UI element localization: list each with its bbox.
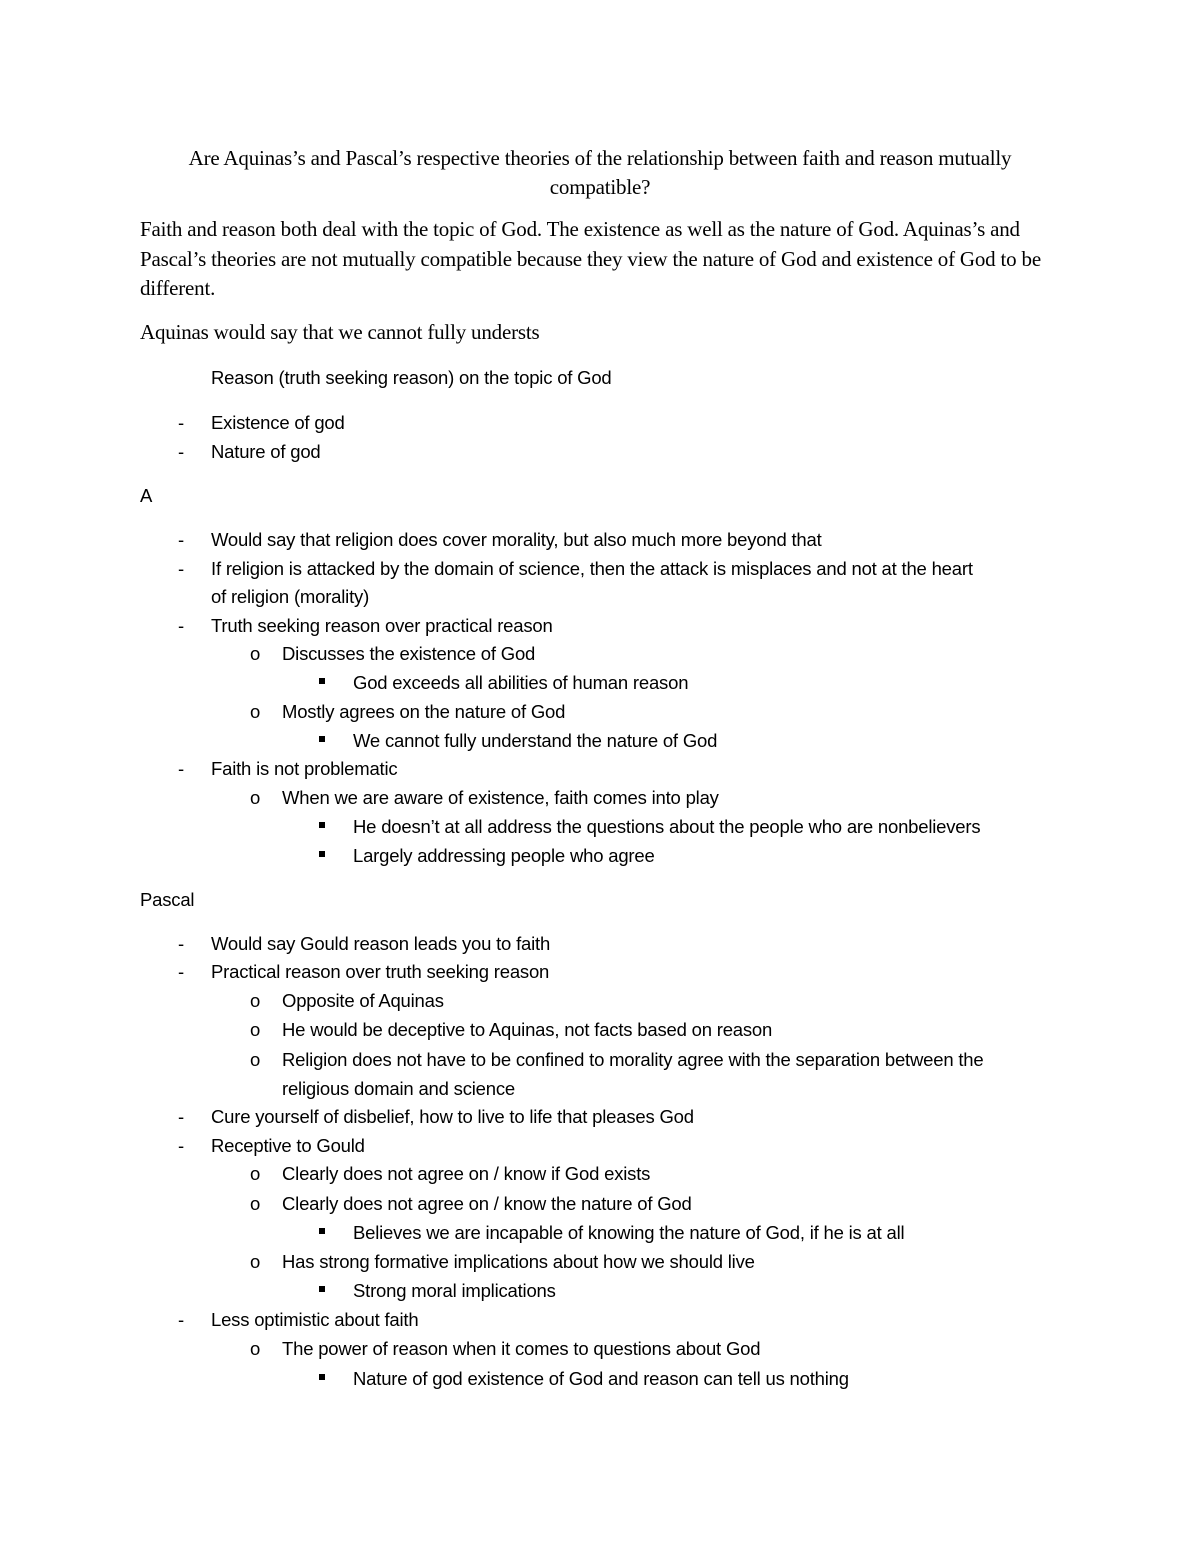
circle-bullet: o bbox=[250, 1163, 261, 1184]
sub-list-item: Mostly agrees on the nature of God bbox=[282, 701, 566, 722]
list-item: If religion is attacked by the domain of science, then the attack is misplaces and not at the heart bbox=[211, 558, 973, 579]
sub-sub-list-item: He doesn’t at all address the questions about the people who are nonbelievers bbox=[353, 816, 981, 837]
list-item: Cure yourself of disbelief, how to live to life that pleases God bbox=[211, 1106, 694, 1127]
sub-list-item: The power of reason when it comes to questions about God bbox=[282, 1338, 761, 1359]
dash-bullet: - bbox=[178, 558, 184, 579]
sub-sub-list-item: Nature of god existence of God and reason can tell us nothing bbox=[353, 1368, 849, 1389]
square-bullet bbox=[319, 736, 325, 742]
reason-heading: Reason (truth seeking reason) on the topic of God bbox=[211, 367, 612, 388]
section-heading-pascal: Pascal bbox=[140, 889, 195, 910]
circle-bullet: o bbox=[250, 1193, 261, 1214]
sub-list-item-continuation: religious domain and science bbox=[282, 1078, 515, 1099]
sub-list-item: Clearly does not agree on / know if God exists bbox=[282, 1163, 651, 1184]
square-bullet bbox=[319, 1374, 325, 1380]
square-bullet bbox=[319, 678, 325, 684]
sub-list-item: When we are aware of existence, faith comes into play bbox=[282, 787, 719, 808]
dash-bullet: - bbox=[178, 1106, 184, 1127]
list-item-continuation: of religion (morality) bbox=[211, 586, 370, 607]
sub-sub-list-item: We cannot fully understand the nature of God bbox=[353, 730, 718, 751]
circle-bullet: o bbox=[250, 1338, 261, 1359]
list-item: Practical reason over truth seeking reason bbox=[211, 961, 550, 982]
circle-bullet: o bbox=[250, 990, 261, 1011]
list-item: Less optimistic about faith bbox=[211, 1309, 419, 1330]
aquinas-statement: Aquinas would say that we cannot fully understs bbox=[140, 320, 540, 344]
sub-list-item: Clearly does not agree on / know the nature of God bbox=[282, 1193, 692, 1214]
circle-bullet: o bbox=[250, 701, 261, 722]
square-bullet bbox=[319, 1286, 325, 1292]
sub-list-item: Discusses the existence of God bbox=[282, 643, 536, 664]
dash-bullet: - bbox=[178, 529, 184, 550]
square-bullet bbox=[319, 822, 325, 828]
dash-bullet: - bbox=[178, 1309, 184, 1330]
dash-bullet: - bbox=[178, 933, 184, 954]
circle-bullet: o bbox=[250, 1019, 261, 1040]
sub-list-item: Religion does not have to be confined to morality agree with the separation between the bbox=[282, 1049, 984, 1070]
list-item: Would say Gould reason leads you to faith bbox=[211, 933, 551, 954]
section-heading-a: A bbox=[140, 485, 153, 506]
dash-bullet: - bbox=[178, 1135, 184, 1156]
square-bullet bbox=[319, 851, 325, 857]
list-item: Truth seeking reason over practical reason bbox=[211, 615, 553, 636]
dash-bullet: - bbox=[178, 441, 184, 462]
list-item: Faith is not problematic bbox=[211, 758, 398, 779]
sub-sub-list-item: Largely addressing people who agree bbox=[353, 845, 655, 866]
dash-bullet: - bbox=[178, 961, 184, 982]
document-title: Are Aquinas’s and Pascal’s respective theories of the relationship between faith and reason mutually compatible? bbox=[188, 146, 1012, 199]
circle-bullet: o bbox=[250, 1049, 261, 1070]
list-item: Nature of god bbox=[211, 441, 321, 462]
intro-paragraph: Faith and reason both deal with the topic of God. The existence as well as the nature of God. Aquinas’s and Pascal’s theories are not mutually compatible because they view the nature of God and existence of God to be different. bbox=[140, 217, 1041, 300]
square-bullet bbox=[319, 1228, 325, 1234]
sub-sub-list-item: Believes we are incapable of knowing the nature of God, if he is at all bbox=[353, 1222, 905, 1243]
circle-bullet: o bbox=[250, 643, 261, 664]
dash-bullet: - bbox=[178, 758, 184, 779]
sub-sub-list-item: God exceeds all abilities of human reason bbox=[353, 672, 689, 693]
circle-bullet: o bbox=[250, 787, 261, 808]
list-item: Existence of god bbox=[211, 412, 345, 433]
sub-list-item: He would be deceptive to Aquinas, not facts based on reason bbox=[282, 1019, 773, 1040]
list-item: Receptive to Gould bbox=[211, 1135, 365, 1156]
dash-bullet: - bbox=[178, 412, 184, 433]
list-item: Would say that religion does cover morality, but also much more beyond that bbox=[211, 529, 822, 550]
circle-bullet: o bbox=[250, 1251, 261, 1272]
sub-list-item: Opposite of Aquinas bbox=[282, 990, 444, 1011]
sub-list-item: Has strong formative implications about how we should live bbox=[282, 1251, 755, 1272]
sub-sub-list-item: Strong moral implications bbox=[353, 1280, 556, 1301]
dash-bullet: - bbox=[178, 615, 184, 636]
